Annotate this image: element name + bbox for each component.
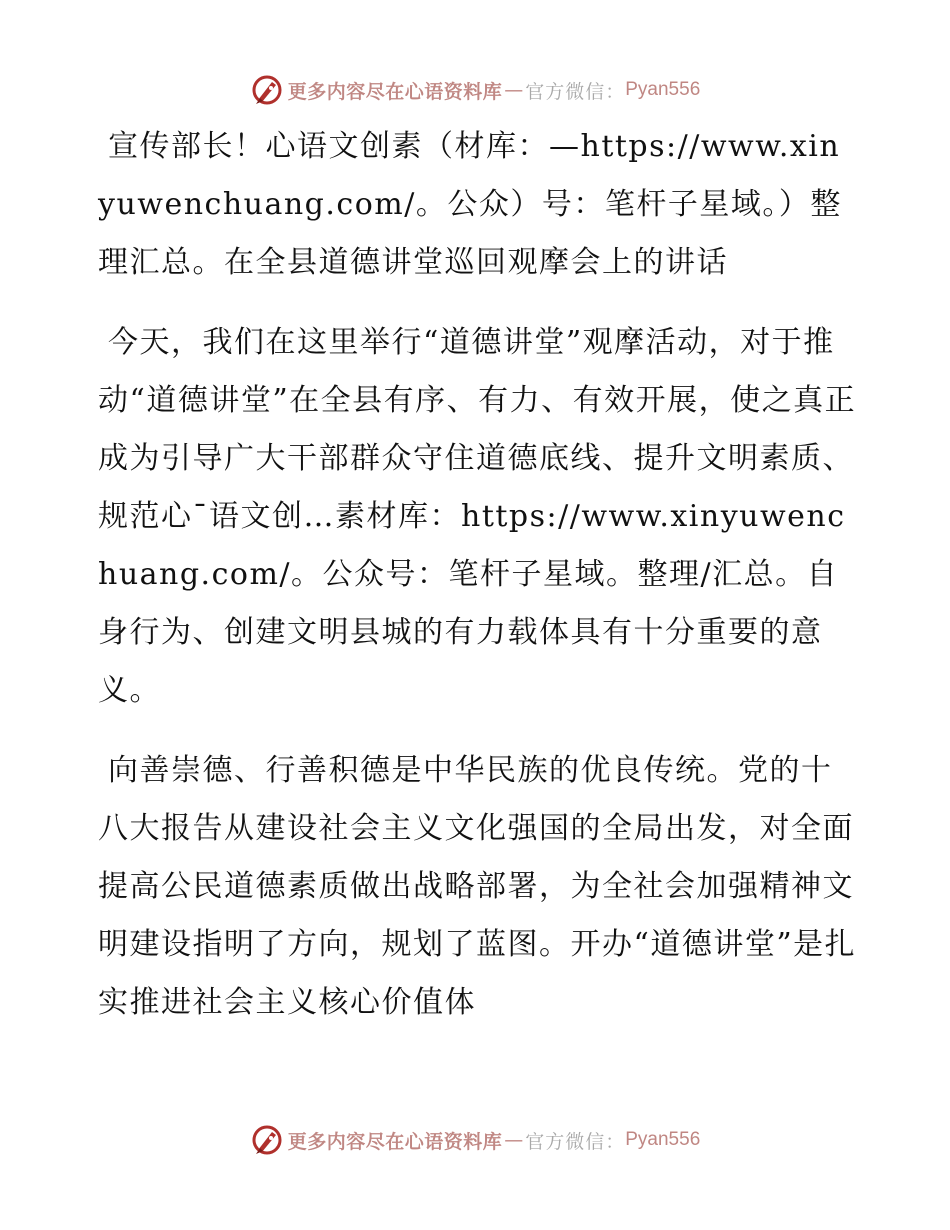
paragraph-tradition: 向善崇德、行善积德是中华民族的优良传统。党的十八大报告从建设社会主义文化强国的全局出发，对全面提高公民道德素质做出战略部署，为全社会加强精神文明建设指明了方向，规划了蓝图。开办“道德讲堂”是扎实推进社会主义核心价值体 xyxy=(98,753,857,1020)
banner-official-label: 官方微信： xyxy=(525,1130,626,1153)
document-body xyxy=(98,118,858,1054)
header-banner xyxy=(0,70,950,110)
paragraph-intro: 今天，我们在这里举行“道德讲堂”观摩活动，对于推动“道德讲堂”在全县有序、有力、有效开展，使之真正成为引导广大干部群众守住道德底线、提升文明素质、规范心¯语文创…素材库：https://www.xinyuwenchuang.com/。公众号：笔杆子星域。整理/汇总。自身行为、创建文明县城的有力载体具有十分重要的意义。 xyxy=(98,325,857,708)
pen-nib-circle-logo-icon xyxy=(250,73,284,107)
banner-separator: — xyxy=(504,1129,524,1151)
banner-wechat-id: Pyan556 xyxy=(625,1129,701,1150)
banner-slogan: 更多内容尽在心语资料库 xyxy=(287,1130,503,1153)
paragraph-title: 宣传部长！心语文创素（材库：—https://www.xinyuwenchuang.com/。公众）号：笔杆子星域。）整理汇总。在全县道德讲堂巡回观摩会上的讲话 xyxy=(98,129,842,280)
banner-wechat-id: Pyan556 xyxy=(625,79,701,100)
banner-official-label: 官方微信： xyxy=(525,80,626,103)
banner-slogan: 更多内容尽在心语资料库 xyxy=(287,80,503,103)
footer-banner xyxy=(0,1120,950,1160)
pen-nib-circle-logo-icon xyxy=(250,1123,284,1157)
banner-separator: — xyxy=(504,79,524,101)
